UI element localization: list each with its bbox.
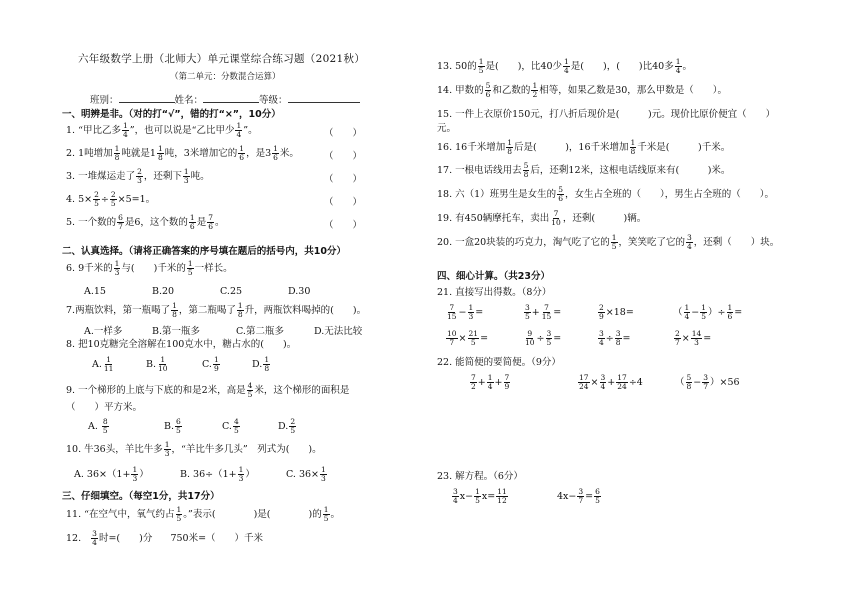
fraction: $\frac{7}{15}$ (447, 303, 457, 321)
fraction: $\frac{21}{5}$ (468, 329, 479, 347)
fraction: $\frac{5}{8}$ (686, 373, 692, 391)
answer-paren-2[interactable]: （ ） (324, 151, 363, 162)
question-2: 2. 1吨增加 $\frac{1}{8}$ 吨就是1 $\frac{1}{8}$ 吨，3米增加它的 $\frac{1}{6}$ ，是3 $\frac{1}{6}$ 米。 (66, 144, 299, 162)
question-10: 10. 牛36头，羊比牛多 $\frac{1}{3}$ ，“羊比牛多几头” 列式为( )。 (66, 440, 322, 458)
answer-paren-5[interactable]: （ ） (324, 220, 363, 231)
question-15: 15. 一件上衣原价150元，打八折后现价是( )元。现价比原价便宜（ ） (437, 109, 776, 120)
section4-title: 四、细心计算。（共23分） (437, 271, 550, 282)
question-3: 3. 一堆煤运走了 $\frac{2}{3}$ ，还剩下 $\frac{1}{3}$ 吨。 (66, 167, 210, 185)
q21-item-1 (445, 304, 483, 321)
question-14: 14. 甲数的 $\frac{5}{6}$ 和乙数的 $\frac{1}{2}$ 相等，如果乙数是30，那么甲数是（ ）。 (437, 81, 728, 99)
section1-title: 一、明辨是非。（对的打“√”，错的打“×”，10分） (62, 109, 281, 120)
fraction: $\frac{7}{9}$ (504, 373, 510, 391)
question-18: 18. 六（1）班男生是女生的 $\frac{5}{6}$ ，女生占全班的（ ），男生占全班的（ ）。 (437, 185, 774, 203)
q21-item-7 (597, 330, 631, 347)
fraction: $\frac{9}{10}$ (525, 329, 535, 347)
fraction: $\frac{2}{9}$ (599, 303, 604, 321)
question-9-cont: （ ）平方米。 (66, 402, 143, 413)
q21-item-8 (673, 330, 711, 347)
option-9d[interactable]: D. $\frac{2}{5}$ (278, 417, 296, 435)
fraction: $\frac{7}{2}$ (471, 373, 476, 391)
student-info-row (90, 92, 360, 107)
fraction: $\frac{1}{4}$ (487, 373, 493, 391)
question-12: 12. $\frac{3}{4}$ 时=( )分 750米=（ ）千米 (66, 529, 264, 547)
name-blank[interactable] (203, 92, 259, 103)
fraction: $\frac{3}{7}$ (578, 487, 584, 505)
fraction: $\frac{11}{12}$ (497, 487, 507, 505)
class-label: 班别： (90, 95, 119, 106)
option-6b[interactable]: B.20 (152, 286, 175, 297)
fraction: $\frac{1}{4}$ (684, 303, 690, 321)
expression: $\frac{7}{15}$ − $\frac{1}{3}$ = (447, 303, 484, 321)
question-6: 6. 9千米的 $\frac{1}{3}$ 与( )千米的 $\frac{1}{5}$ 一样长。 (66, 259, 233, 277)
question-16: 16. 16千米增加 $\frac{1}{8}$ 后是( )，16千米增加 $\frac{1}{8}$ 千米是( )千米。 (437, 138, 731, 156)
option-7b[interactable]: B.第一瓶多 (152, 326, 201, 337)
fraction: $\frac{1}{5}$ (475, 487, 480, 505)
option-7d[interactable]: D.无法比较 (314, 326, 363, 337)
q22-item-3 (675, 374, 740, 391)
question-23: 23. 解方程。（6分） (437, 471, 523, 482)
question-22: 22. 能简便的要简便。（9分） (437, 357, 561, 368)
fraction: $\frac{1}{3}$ (468, 303, 474, 321)
option-8c[interactable]: C. $\frac{1}{9}$ (202, 355, 219, 373)
option-7c[interactable]: C.第二瓶多 (236, 326, 284, 337)
question-7: 7.两瓶饮料，第一瓶喝了 $\frac{1}{8}$ ，第二瓶喝了 $\frac{1}{8}$ 升，两瓶饮料喝掉的( )。 (66, 301, 367, 319)
fraction: $\frac{3}{4}$ (600, 373, 606, 391)
question-19: 19. 有450辆摩托车，卖出 $\frac{7}{10}$ ，还剩( )辆。 (437, 209, 647, 227)
question-8: 8. 把10克糖完全溶解在100克水中，糖占水的( )。 (66, 339, 297, 350)
fraction: $\frac{17}{24}$ (579, 373, 589, 391)
expression: $\frac{17}{24}$ × $\frac{3}{4}$ + $\frac{17}{24}$ ÷4 (579, 373, 643, 391)
fraction: $\frac{3}{4}$ (599, 329, 604, 347)
q21-item-2 (523, 304, 561, 321)
expression: $\frac{3}{5}$ + $\frac{7}{15}$ = (525, 303, 562, 321)
name-label: 姓名： (174, 95, 204, 106)
option-10a[interactable]: A. 36×（1+ $\frac{1}{3}$ ） (74, 465, 149, 483)
answer-paren-3[interactable]: （ ） (324, 174, 363, 185)
answer-paren-4[interactable]: （ ） (324, 197, 363, 208)
fraction: $\frac{1}{5}$ (701, 303, 707, 321)
question-17: 17. 一根电话线用去 $\frac{5}{8}$ 后，还剩12米，这根电话线原来有( )米。 (437, 161, 731, 179)
fraction: $\frac{7}{15}$ (541, 303, 552, 321)
fraction: $\frac{3}{4}$ (453, 487, 458, 505)
expression: $\frac{3}{4}$ x− $\frac{1}{5}$ x= $\frac{11}{12}$ (453, 487, 507, 505)
expression: 4x− $\frac{3}{7}$ = $\frac{6}{5}$ (557, 487, 600, 505)
q21-item-4 (673, 304, 742, 321)
option-6d[interactable]: D.30 (288, 286, 311, 297)
expression: $\frac{3}{4}$ ÷ $\frac{3}{8}$ = (599, 329, 631, 347)
expression: （ $\frac{1}{4}$ − $\frac{1}{5}$ ）÷ $\frac{1}{6}$ = (673, 303, 743, 321)
question-5: 5. 一个数的 $\frac{6}{7}$ 是6，这个数的 $\frac{1}{6}$ 是 $\frac{7}{6}$ 。 (66, 213, 225, 231)
fraction: $\frac{3}{7}$ (703, 373, 709, 391)
fraction: $\frac{6}{5}$ (595, 487, 600, 505)
page-subtitle: （第二单元：分数混合运算） (170, 72, 281, 82)
page-title: 六年级数学上册（北师大）单元课堂综合练习题（2021秋） (78, 53, 366, 65)
q21-item-6 (523, 330, 561, 347)
fraction: $\frac{10}{7}$ (447, 329, 457, 347)
fraction: $\frac{1}{4}$ (236, 121, 242, 139)
q23-item-1 (451, 488, 509, 505)
q21-item-3 (597, 304, 634, 321)
option-8d[interactable]: D. $\frac{1}{8}$ (252, 355, 270, 373)
fraction: $\frac{3}{5}$ (546, 329, 552, 347)
option-9c[interactable]: C. $\frac{4}{5}$ (222, 417, 239, 435)
option-10b[interactable]: B. 36÷（1+ $\frac{1}{3}$ ） (180, 465, 255, 483)
q23-item-2 (557, 488, 602, 505)
question-1: 1. “甲比乙多 $\frac{1}{4}$ ”，也可以说是“乙比甲少 $\frac{1}{4}$ ”。 (66, 121, 258, 139)
section3-title: 三、仔细填空。（每空1分，共17分） (62, 491, 220, 502)
fraction: $\frac{3}{5}$ (525, 303, 530, 321)
answer-paren-1[interactable]: （ ） (324, 128, 363, 139)
fraction: $\frac{3}{8}$ (615, 329, 621, 347)
expression: $\frac{9}{10}$ ÷ $\frac{3}{5}$ = (525, 329, 562, 347)
option-9a[interactable]: A. $\frac{8}{5}$ (88, 417, 108, 435)
expression: $\frac{7}{2}$ + $\frac{1}{4}$ + $\frac{7}{9}$ (471, 373, 510, 391)
expression: （ $\frac{5}{8}$ − $\frac{3}{7}$ ）×56 (675, 373, 740, 391)
expression: $\frac{2}{7}$ × $\frac{14}{3}$ = (675, 329, 712, 347)
question-13: 13. 50的 $\frac{1}{5}$ 是( )，比40少 $\frac{1}{4}$ 是( )，( )比40多 $\frac{1}{4}$ 。 (437, 57, 693, 75)
expression: $\frac{10}{7}$ × $\frac{21}{5}$ = (447, 329, 489, 347)
option-6c[interactable]: C.25 (220, 286, 243, 297)
class-blank[interactable] (119, 92, 175, 103)
question-9: 9. 一个梯形的上底与下底的和是2米，高是 $\frac{4}{5}$ 米，这个梯形的面积是 (66, 381, 350, 399)
expression: $\frac{2}{9}$ ×18= (599, 303, 634, 321)
fraction: $\frac{14}{3}$ (691, 329, 702, 347)
fraction: $\frac{2}{7}$ (675, 329, 680, 347)
q22-item-2 (577, 374, 643, 391)
grade-label: 等级： (259, 95, 288, 106)
option-7a[interactable]: A.一样多 (84, 326, 123, 337)
question-21: 21. 直接写出得数。（8分） (437, 287, 552, 298)
q22-item-1 (469, 374, 511, 391)
question-4: 4. 5× $\frac{2}{5}$ ÷ $\frac{2}{5}$ ×5=1。 (66, 190, 156, 208)
question-15-cont: 元。 (437, 123, 457, 134)
option-8a[interactable]: A. $\frac{1}{11}$ (92, 355, 114, 373)
fraction: $\frac{1}{6}$ (727, 303, 733, 321)
grade-blank[interactable] (288, 92, 360, 103)
section2-title: 二、认真选择。（请将正确答案的序号填在题后的括号内，共10分） (62, 246, 346, 257)
question-20: 20. 一盒20块装的巧克力，淘气吃了它的 $\frac{1}{5}$ ，笑笑吃了它的 $\frac{3}{4}$ ，还剩（ ）块。 (437, 233, 780, 251)
question-11: 11. “在空气中，氧气约占 $\frac{1}{5}$ 。”表示( )是( )的 $\frac{1}{5}$ 。 (66, 505, 341, 523)
option-8b[interactable]: B. $\frac{1}{10}$ (146, 355, 168, 373)
q21-item-5 (445, 330, 488, 347)
option-6a[interactable]: A.15 (84, 286, 106, 297)
option-9b[interactable]: B. $\frac{6}{5}$ (164, 417, 181, 435)
fraction: $\frac{1}{4}$ (122, 121, 128, 139)
option-10c[interactable]: C. 36× $\frac{1}{3}$ (286, 465, 326, 483)
fraction: $\frac{17}{24}$ (617, 373, 627, 391)
